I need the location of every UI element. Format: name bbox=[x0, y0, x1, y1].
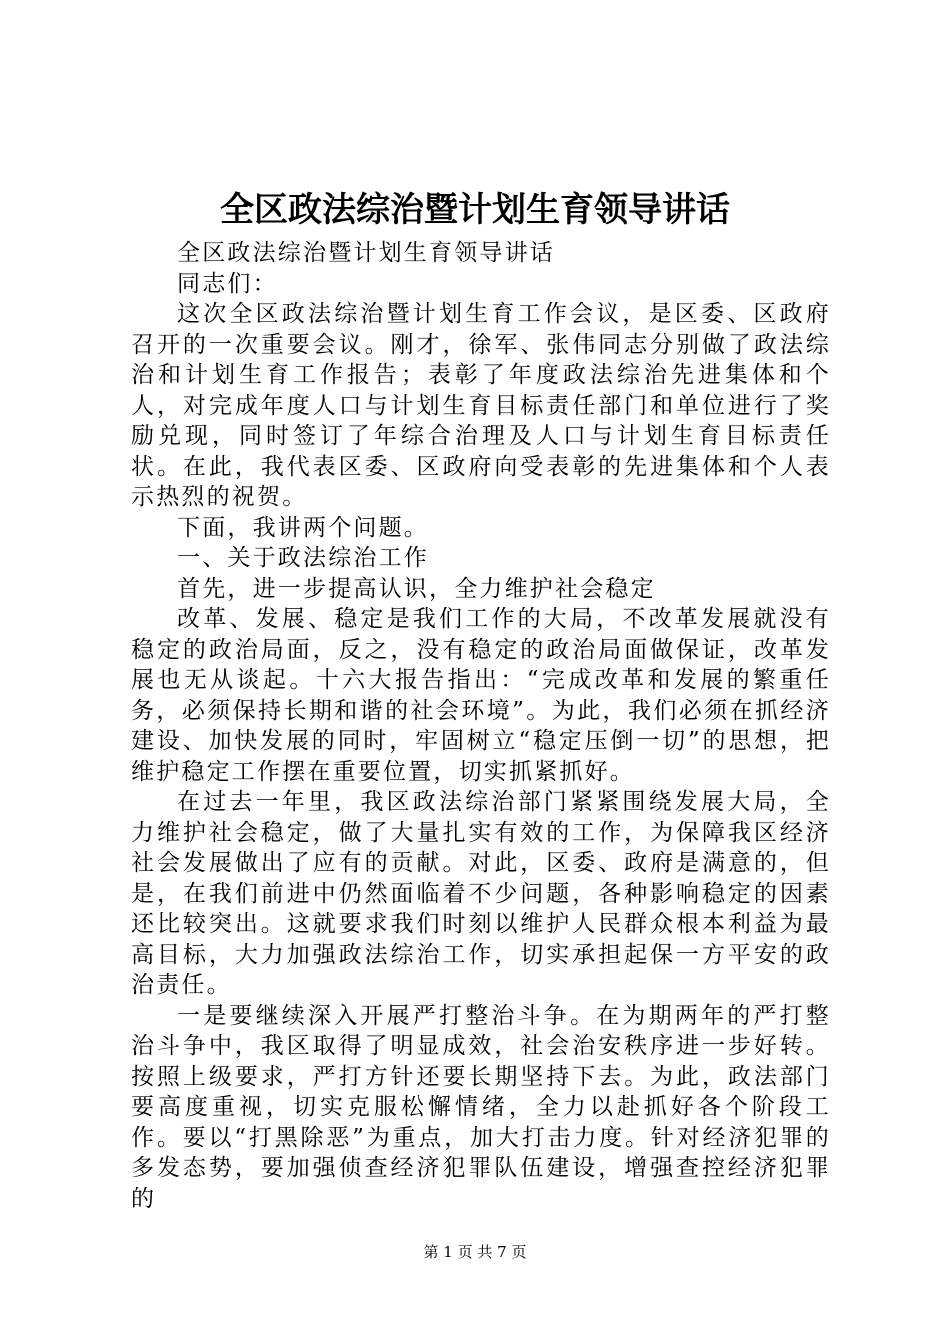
paragraph: 下面，我讲两个问题。 bbox=[177, 514, 429, 541]
paragraph: 一是要继续深入开展严打整治斗争。在为期两年的严打整治斗争中，我区取得了明显成效，社会治安秩序进一步好转。按照上级要求，严打方针还要长期坚持下去。为此，政法部门要高度重视，切实克服松懈情绪，全力以赴抓好各个阶段工作。要以“打黑除恶”为重点，加大打击力度。针对经济犯罪的多发态势，要加强侦查经济犯罪队伍建设，增强查控经济犯罪的 bbox=[131, 1002, 831, 1212]
document-title: 全区政法综治暨计划生育领导讲话 bbox=[220, 190, 730, 230]
subsection-heading: 首先，进一步提高认识，全力维护社会稳定 bbox=[177, 575, 656, 602]
paragraph-salutation: 同志们： bbox=[177, 270, 278, 297]
section-heading: 一、关于政法综治工作 bbox=[177, 545, 429, 571]
paragraph: 改革、发展、稳定是我们工作的大局，不改革发展就没有稳定的政治局面，反之，没有稳定的政治局面做保证，改革发展也无从谈起。十六大报告指出：“完成改革和发展的繁重任务，必须保持长期和谐的社会环境”。为此，我们必须在抓经济建设、加快发展的同时，牢固树立“稳定压倒一切”的思想，把维护稳定工作摆在重要位置，切实抓紧抓好。 bbox=[131, 606, 831, 785]
page-footer: 第 1 页 共 7 页 bbox=[423, 1243, 527, 1261]
paragraph: 在过去一年里，我区政法综治部门紧紧围绕发展大局，全力维护社会稳定，做了大量扎实有效的工作，为保障我区经济社会发展做出了应有的贡献。对此，区委、政府是满意的，但是，在我们前进中仍然面临着不少问题，各种影响稳定的因素还比较突出。这就要求我们时刻以维护人民群众根本利益为最高目标，大力加强政法综治工作，切实承担起保一方平安的政治责任。 bbox=[131, 789, 831, 998]
paragraph: 这次全区政法综治暨计划生育工作会议，是区委、区政府召开的一次重要会议。刚才，徐军、张伟同志分别做了政法综治和计划生育工作报告；表彰了年度政法综治先进集体和个人，对完成年度人口与计划生育目标责任部门和单位进行了奖励兑现，同时签订了年综合治理及人口与计划生育目标责任状。在此，我代表区委、区政府向受表彰的先进集体和个人表示热烈的祝贺。 bbox=[131, 301, 831, 510]
paragraph-subtitle: 全区政法综治暨计划生育领导讲话 bbox=[177, 240, 555, 266]
document-body bbox=[131, 238, 831, 1214]
